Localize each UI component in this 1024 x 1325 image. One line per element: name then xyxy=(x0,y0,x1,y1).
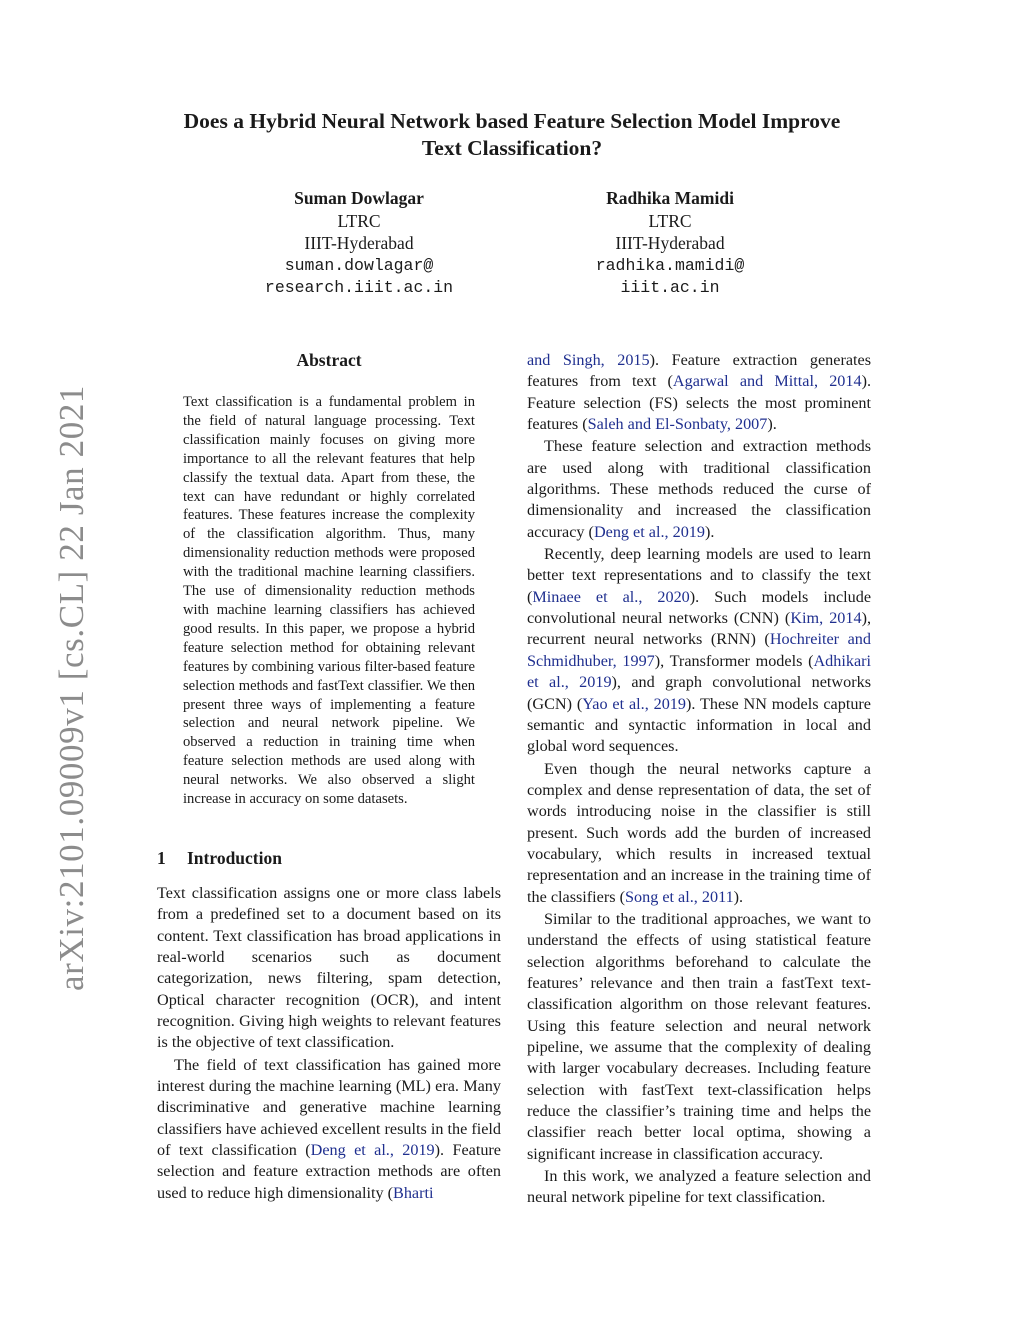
section-number: 1 xyxy=(157,848,166,868)
author-affiliation: LTRC xyxy=(337,210,381,231)
author-name: Radhika Mamidi xyxy=(606,188,734,208)
citation-link[interactable]: Hochreiter and Schmidhuber, 1997 xyxy=(527,630,871,670)
author-email-line-1: suman.dowlagar@ xyxy=(284,255,434,275)
citation-link[interactable]: Deng et al., 2019 xyxy=(593,522,705,541)
paper-title xyxy=(120,108,904,162)
paragraph: Even though the neural networks capture a complex and dense representation of data, the set of words introducing noise in the classifier is still present. Such words add the burden of increased vocabulary, which results in increased textual representation and an increase in the training time of the classifiers (Song et al., 2011). xyxy=(527,759,871,906)
arxiv-stamp-text: arXiv:2101.09009v1 [cs.CL] 22 Jan 2021 xyxy=(52,384,91,992)
author-institute: IIIT-Hyderabad xyxy=(615,233,725,253)
paragraph: Recently, deep learning models are used to learn better text representations and to classify the text (Minaee et al., 2020). Such models include convolutional neural networks (CNN) (Kim, 2014), recurrent neural networks (RNN) (Hochreiter and Schmidhuber, 1997), Transformer models (Adhikari et al., 2019), and graph convolutional networks (GCN) (Yao et al., 2019). These NN models capture semantic and syntactic information in local and global word sequences. xyxy=(527,545,872,756)
citation-link[interactable]: and Singh, 2015 xyxy=(527,351,650,369)
paragraph: In this work, we analyzed a feature selection and neural network pipeline for text classification. xyxy=(527,1167,871,1207)
author-email-line-2: iiit.ac.in xyxy=(620,278,720,297)
citation-link[interactable]: Saleh and El-Sonbaty, 2007 xyxy=(587,415,768,434)
paragraph: Similar to the traditional approaches, we want to understand the effects of using statistical feature selection algorithms beforehand to calculate the features’ relevance and then train a fastText text-classification algorithm on those relevant features. Using this feature selection and neural network pipeline, we assume that the complexity of dealing with larger vocabulary decreases. Including feature selection with fastText text-classification helps reduce the classifier’s training time and helps the classifier reach better local optima, showing a significant increase in classification accuracy. xyxy=(527,909,871,1163)
citation-link[interactable]: Agarwal and Mittal, 2014 xyxy=(672,372,862,391)
paragraph: The field of text classification has gained more interest during the machine learning (ML) era. Many discriminative and generative machine learning classifiers have achieved excellent results in the field of text classification (Deng et al., 2019). Feature selection and feature extraction methods are often used to reduce high dimensionality (Bharti xyxy=(157,1055,501,1202)
title-line-2: Text Classification? xyxy=(421,136,603,160)
citation-link[interactable]: Song et al., 2011 xyxy=(625,887,734,906)
author-block-2 xyxy=(520,187,820,300)
citation-link[interactable]: Deng et al., 2019 xyxy=(310,1141,435,1160)
citation-link[interactable]: Adhikari et al., 2019 xyxy=(527,651,872,692)
citation-link[interactable]: Minaee et al., 2020 xyxy=(532,587,690,606)
author-block-1 xyxy=(209,187,509,300)
paragraph: Text classification assigns one or more class labels from a predefined set to a document based on its content. Text classification has broad applications in real-world scenarios such as document categorization, news filtering, spam detection, Optical character recognition (OCR), and intent recognition. Giving high weights to relevant features is the objective of text classification. xyxy=(157,884,501,1052)
citation-link[interactable]: Yao et al., 2019 xyxy=(582,694,686,713)
paragraph: and Singh, 2015). Feature extraction generates features from text (Agarwal and Mittal, 2014). Feature selection (FS) selects the most prominent features (Saleh and El-Sonbaty, 2007). xyxy=(527,351,872,434)
citation-link[interactable]: Bharti xyxy=(393,1183,434,1202)
title-line-1: Does a Hybrid Neural Network based Feature Selection Model Improve xyxy=(183,109,841,133)
citation-link[interactable]: Kim, 2014 xyxy=(790,609,862,628)
paragraph: These feature selection and extraction methods are used along with traditional classification algorithms. These methods reduced the curse of dimensionality and increased the classification accuracy (Deng et al., 2019). xyxy=(527,437,871,541)
author-name: Suman Dowlagar xyxy=(294,188,424,208)
abstract-text: Text classification is a fundamental problem in the field of natural language processing. Text classification mainly focuses on giving more importance to all the relevant features that help classify the textual data. Apart from these, the text can have redundant or highly correlated features. These features increase the complexity of the classification algorithm. Thus, many dimensionality reduction methods were proposed with the traditional machine learning classifiers. The use of dimensionality reduction methods with machine learning classifiers has achieved good results. In this paper, we propose a hybrid feature selection method for obtaining relevant features by combining various filter-based feature selection methods and fastText classifier. We then present three ways of implementing a feature selection and neural network pipeline. We observed a reduction in training time when feature selection methods are used along with neural networks. We also observed a slight increase in accuracy on some datasets. xyxy=(183,394,475,808)
section-title: Introduction xyxy=(187,848,282,868)
author-email-line-2: research.iiit.ac.in xyxy=(264,278,454,297)
right-column-body xyxy=(527,350,871,1209)
left-column-body xyxy=(157,883,501,1204)
abstract-heading: Abstract xyxy=(296,350,362,370)
arxiv-stamp xyxy=(48,384,96,992)
author-email-line-1: radhika.mamidi@ xyxy=(595,255,745,275)
author-affiliation: LTRC xyxy=(648,210,692,231)
author-institute: IIIT-Hyderabad xyxy=(304,233,414,253)
section-heading-introduction xyxy=(157,848,282,869)
